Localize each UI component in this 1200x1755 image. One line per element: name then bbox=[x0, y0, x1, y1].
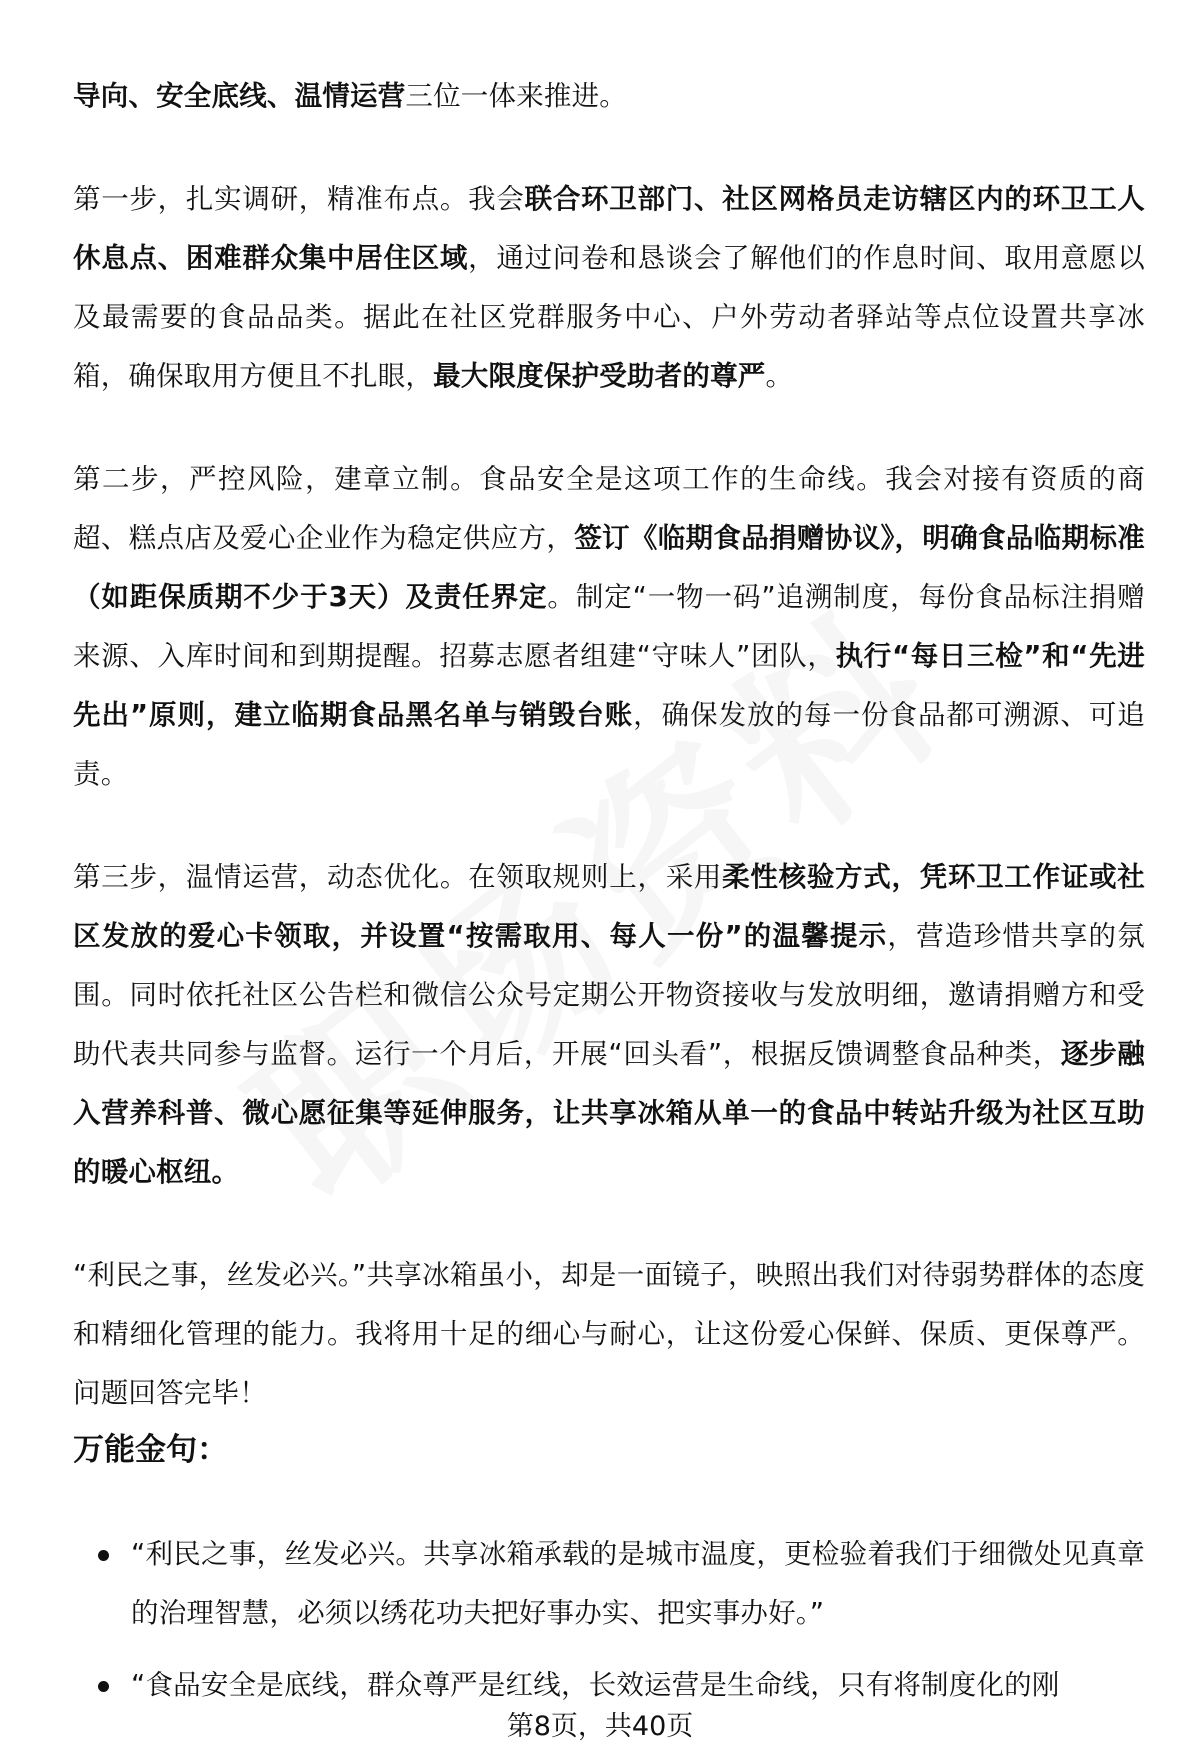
text: 。制定“一物一码”追溯制度，每份食品标注捐赠来源、入库时间和到期提醒。招募志愿者组建“守味人”团队， bbox=[73, 581, 1145, 672]
bold-text: 柔性核验方式，凭环卫工作证或社区发放的爱心卡领取，并设置“按需取用、每人一份”的温馨提示 bbox=[73, 861, 1145, 952]
text: 。 bbox=[765, 360, 794, 392]
bold-text: 导向、安全底线、温情运营 bbox=[73, 80, 406, 112]
page-number: 第8页，共40页 bbox=[506, 1711, 694, 1742]
paragraph bbox=[73, 450, 1145, 804]
text: 第一步，扎实调研，精准布点。我会 bbox=[73, 183, 525, 215]
bold-text: 执行“每日三检”和“先进先出”原则，建立临期食品黑名单与销毁台账 bbox=[73, 640, 1145, 731]
body-text bbox=[73, 67, 1145, 1423]
text: ，营造珍惜共享的氛围。同时依托社区公告栏和微信公众号定期公开物资接收与发放明细，邀请捐赠方和受助代表共同参与监督。运行一个月后，开展“回头看”，根据反馈调整食品种类， bbox=[73, 920, 1145, 1070]
paragraph bbox=[73, 1246, 1145, 1423]
quote-list bbox=[73, 1525, 1145, 1715]
bold-text: 最大限度保护受助者的尊严 bbox=[433, 360, 766, 392]
bold-text: 联合环卫部门、社区网格员走访辖区内的环卫工人休息点、困难群众集中居住区域 bbox=[73, 183, 1145, 274]
section-heading: 万能金句： bbox=[73, 1432, 228, 1468]
text: 三位一体来推进。 bbox=[405, 80, 628, 112]
list-item bbox=[73, 1525, 1145, 1643]
text: ，确保发放的每一份食品都可溯源、可追责。 bbox=[73, 699, 1145, 790]
bullet-icon bbox=[98, 1681, 109, 1692]
text: 第三步，温情运营，动态优化。在领取规则上，采用 bbox=[73, 861, 723, 893]
text: “利民之事，丝发必兴。”共享冰箱虽小，却是一面镜子，映照出我们对待弱势群体的态度和精细化管理的能力。我将用十足的细心与耐心，让这份爱心保鲜、保质、更保尊严。问题回答完毕！ bbox=[73, 1259, 1145, 1409]
paragraph bbox=[73, 67, 1145, 126]
bold-text: 签订《临期食品捐赠协议》，明确食品临期标准（如距保质期不少于3天）及责任界定 bbox=[73, 522, 1145, 613]
list-item-text: “食品安全是底线，群众尊严是红线，长效运营是生命线，只有将制度化的刚 bbox=[131, 1669, 1060, 1701]
paragraph bbox=[73, 848, 1145, 1202]
text: ，通过问卷和恳谈会了解他们的作息时间、取用意愿以及最需要的食品品类。据此在社区党群服务中心、户外劳动者驿站等点位设置共享冰箱，确保取用方便且不扎眼， bbox=[73, 242, 1145, 392]
bullet-icon bbox=[98, 1550, 109, 1561]
list-item-text: “利民之事，丝发必兴。共享冰箱承载的是城市温度，更检验着我们于细微处见真章的治理智慧，必须以绣花功夫把好事办实、把实事办好。” bbox=[131, 1538, 1145, 1629]
text: 第二步，严控风险，建章立制。食品安全是这项工作的生命线。我会对接有资质的商超、糕点店及爱心企业作为稳定供应方， bbox=[73, 463, 1145, 554]
bold-text: 逐步融入营养科普、微心愿征集等延伸服务，让共享冰箱从单一的食品中转站升级为社区互助的暖心枢纽。 bbox=[73, 1038, 1145, 1188]
paragraph bbox=[73, 170, 1145, 406]
